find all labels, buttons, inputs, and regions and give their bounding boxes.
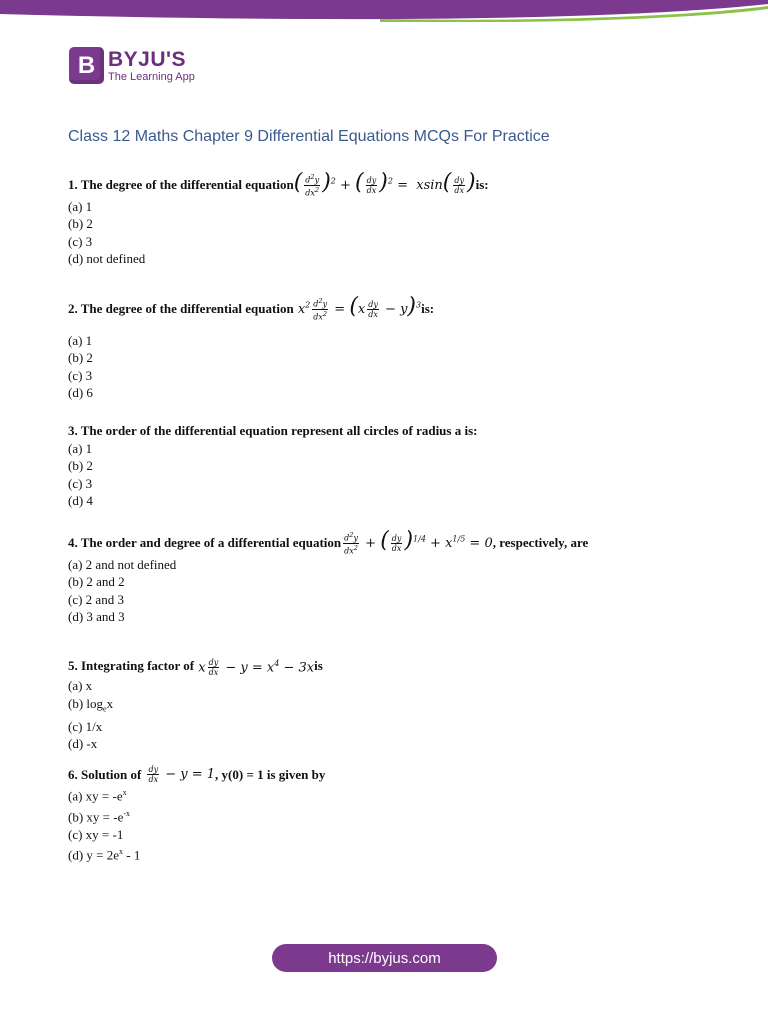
question-4-suffix: , respectively, are (492, 535, 589, 551)
logo-badge-letter: B (77, 51, 96, 79)
question-5 (68, 655, 323, 753)
question-6-text (68, 765, 325, 784)
option-text: (d) y = 2e (68, 847, 120, 863)
option[interactable]: (a) 1 (68, 198, 93, 214)
option[interactable]: (a) 1 (68, 440, 93, 456)
logo-tagline: The Learning App (108, 70, 195, 83)
question-6-prefix: 6. Solution of (68, 766, 142, 782)
option[interactable]: (a) x (68, 678, 93, 694)
logo-brand: BYJU'S (108, 47, 187, 71)
option[interactable]: (c) 3 (68, 233, 93, 249)
question-5-suffix: is (314, 658, 323, 674)
option[interactable]: (d) 4 (68, 493, 93, 508)
option[interactable]: (d) 6 (68, 385, 93, 401)
option[interactable]: (b) 2 and 2 (68, 574, 125, 590)
superscript: x (122, 788, 127, 797)
byjus-logo[interactable] (69, 47, 195, 84)
question-1-text (68, 172, 489, 198)
option[interactable] (68, 805, 325, 826)
question-3-text: 3. The order of the differential equation represent all circles of radius a is: (68, 423, 478, 438)
option[interactable] (68, 843, 325, 864)
footer-url-link[interactable]: https://byjus.com (272, 944, 497, 972)
option[interactable]: (b) 2 (68, 350, 93, 366)
question-2-suffix: is: (421, 301, 435, 317)
question-1 (68, 172, 489, 268)
option[interactable]: (b) 2 (68, 458, 93, 473)
page-title: Class 12 Maths Chapter 9 Differential Equations MCQs For Practice (68, 128, 550, 145)
option[interactable]: (d) -x (68, 736, 98, 752)
question-5-text (68, 655, 323, 677)
question-4 (68, 530, 588, 626)
subscript: e (103, 704, 107, 714)
question-4-prefix: 4. The order and degree of a differential equation (68, 535, 342, 551)
question-4-equation: $\frac{d^2y}{dx^2}$ + ( $\frac{dy}{dx}$ )$^{1/4} + x^{1/5} = 0$ (344, 528, 493, 556)
question-1-equation: ( $\frac{d^2y}{dx^2}$ )$^2$ + ( $\frac{dy}{dx}$ )$^2$ = xsin( $\frac{dy}{dx}$ ) (293, 170, 476, 198)
question-5-prefix: 5. Integrating factor of (68, 658, 195, 674)
option[interactable]: (c) 3 (68, 367, 93, 383)
logo-badge (69, 47, 104, 84)
question-2-equation: $x^2$ $\frac{d^2y}{dx^2}$ = (x $\frac{dy}{dx}$ − y)$^3$ (293, 294, 422, 322)
option[interactable] (68, 784, 325, 805)
option[interactable]: (d) 3 and 3 (68, 609, 125, 625)
option[interactable]: (a) 2 and not defined (68, 556, 177, 572)
superscript: x (119, 847, 124, 857)
question-2-prefix: 2. The degree of the differential equation (68, 301, 294, 317)
question-2-text (68, 296, 434, 322)
question-3 (68, 422, 477, 510)
question-6-suffix: , y(0) = 1 is given by (215, 766, 326, 782)
top-banner (0, 0, 768, 22)
question-5-equation: x $\frac{dy}{dx}$ − $y = x^4 - 3x$ (194, 658, 315, 678)
option-text: (a) xy = -e (68, 788, 123, 804)
question-1-prefix: 1. The degree of the differential equation (68, 177, 294, 193)
question-4-text (68, 530, 588, 556)
question-6 (68, 765, 325, 864)
option[interactable]: (d) not defined (68, 251, 146, 267)
option[interactable]: (c) 2 and 3 (68, 591, 124, 607)
option[interactable]: (a) 1 (68, 332, 93, 348)
superscript: -x (123, 808, 131, 818)
option[interactable]: (c) 1/x (68, 718, 103, 734)
option-tail: - 1 (123, 847, 141, 863)
option[interactable]: (b) 2 (68, 216, 93, 232)
option-text: (b) xy = -e (68, 809, 124, 825)
question-1-suffix: is: (475, 177, 489, 193)
option[interactable] (68, 695, 323, 718)
question-6-equation: $\frac{dy}{dx}$ − y = 1 (148, 765, 216, 784)
question-2 (68, 296, 434, 402)
option[interactable]: (c) 3 (68, 475, 93, 491)
option-text: (b) log (68, 695, 104, 711)
logo-text (108, 49, 195, 83)
option[interactable]: (c) xy = -1 (68, 826, 124, 842)
option-tail: x (106, 695, 114, 711)
